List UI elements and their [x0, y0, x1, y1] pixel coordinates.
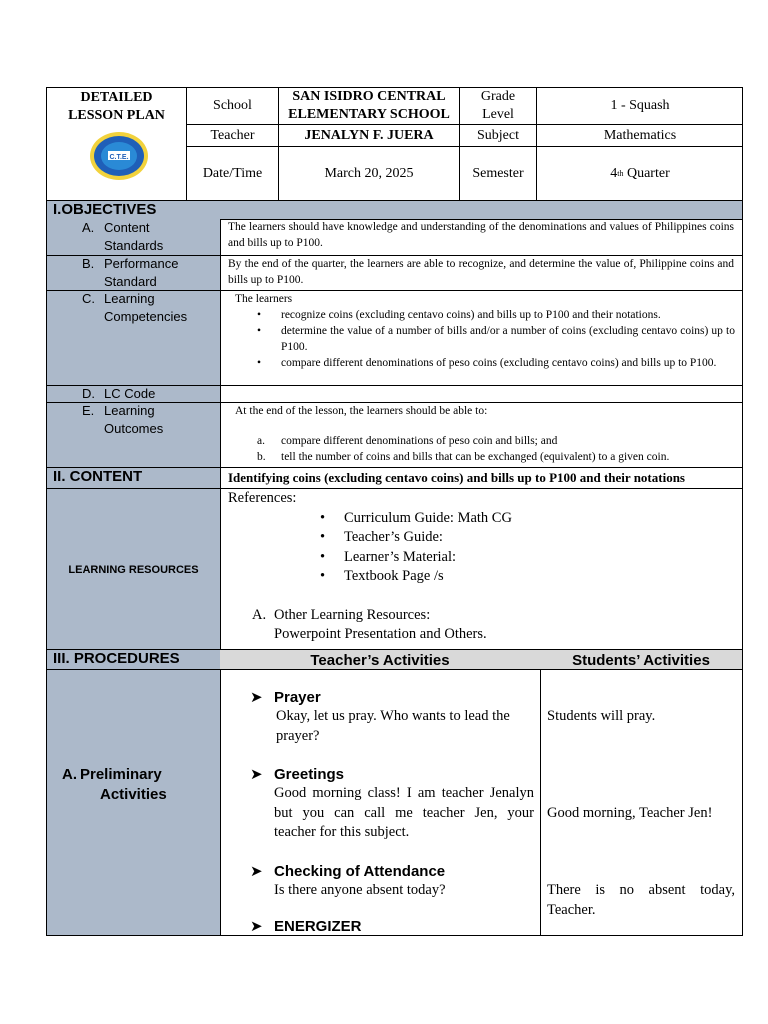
subject-value: Mathematics [603, 127, 677, 143]
date-value: March 20, 2025 [324, 165, 414, 181]
attendance-block [250, 862, 534, 901]
semester-value: 4 th Quarter [610, 165, 670, 181]
school-logo [88, 130, 150, 182]
energizer-block [250, 917, 534, 936]
content-heading: II. CONTENT [46, 468, 221, 488]
attendance-title: Checking of Attendance [274, 863, 446, 880]
content-standards-text: The learners should have knowledge and understanding of the denominations and values of Philippines coins and bills up to P100. [228, 221, 734, 249]
list-item: b. tell the number of coins and bills that can be exchanged (equivalent) to a given coin. [257, 451, 670, 463]
grade-label: Grade Level [480, 89, 516, 122]
school-label: School [213, 98, 252, 113]
references-block [228, 489, 738, 645]
learning-outcomes-intro: At the end of the lesson, the learners should be able to: [235, 405, 488, 417]
school-value: SAN ISIDRO CENTRAL ELEMENTARY SCHOOL [288, 89, 450, 122]
learning-competencies-intro: The learners [235, 293, 293, 305]
greetings-text: Good morning class! I am teacher Jenalyn but you can call me teacher Jen, your teacher for this subject. [274, 785, 534, 840]
learning-outcomes-list [235, 403, 735, 465]
preliminary-activities-label: A. Preliminary Activities [62, 766, 167, 803]
subject-label: Subject [477, 127, 519, 143]
greetings-block [250, 765, 534, 843]
list-item: • Teacher’s Guide: [320, 528, 738, 548]
other-resources: A. Other Learning Resources: Powerpoint Presentation and Others. [252, 606, 487, 642]
list-item: • recognize coins (excluding centavo coins) and bills up to P100 and their notations. [257, 307, 735, 323]
list-item: a. compare different denominations of peso coin and bills; and [257, 435, 558, 447]
procedures-heading: III. PROCEDURES [46, 650, 221, 670]
students-activities-header: Students’ Activities [540, 650, 743, 670]
attendance-text: Is there anyone absent today? [274, 882, 446, 898]
attendance-student: There is no absent today, Teacher. [547, 882, 735, 918]
arrow-bullet-icon: ➤ [250, 863, 263, 880]
lesson-plan-title: DETAILED LESSON PLAN [68, 90, 165, 123]
date-label: Date/Time [202, 165, 263, 181]
greetings-title: Greetings [274, 766, 345, 783]
learning-outcomes-label: E. Learning Outcomes [82, 403, 164, 436]
semester-label: Semester [472, 165, 524, 181]
prayer-title: Prayer [274, 689, 321, 706]
list-item: • compare different denominations of peso coins (excluding centavo coins) and bills up to P100. [257, 355, 735, 371]
content-standards-label: A. Content Standards [82, 220, 164, 253]
energizer-title: ENERGIZER [274, 918, 362, 935]
learning-resources-label: LEARNING RESOURCES [68, 563, 199, 576]
arrow-bullet-icon: ➤ [250, 918, 263, 935]
teacher-value: JENALYN F. JUERA [304, 127, 434, 143]
references-label: References: [228, 490, 297, 506]
list-item: • Textbook Page /s [320, 567, 738, 587]
svg-text:C.T.E.: C.T.E. [109, 154, 129, 161]
arrow-bullet-icon: ➤ [250, 689, 263, 706]
teacher-activities-header: Teacher’s Activities [220, 650, 541, 670]
greetings-student: Good morning, Teacher Jen! [547, 805, 713, 821]
objectives-heading: I.OBJECTIVES [46, 200, 743, 220]
performance-standard-label: B. Performance Standard [82, 256, 179, 289]
teacher-label: Teacher [210, 127, 255, 143]
grade-value: 1 - Squash [610, 98, 670, 113]
prayer-student: Students will pray. [547, 708, 656, 724]
list-item: • Learner’s Material: [320, 548, 738, 568]
list-item: • Curriculum Guide: Math CG [320, 509, 738, 529]
prayer-text: Okay, let us pray. Who wants to lead the prayer? [276, 708, 510, 744]
prayer-block [250, 688, 534, 746]
learning-competencies-label: C. Learning Competencies [82, 291, 188, 324]
learning-competencies-list [235, 291, 735, 371]
lc-code-label: D. LC Code [82, 386, 156, 401]
performance-standard-text: By the end of the quarter, the learners are able to recognize, and determine the value of, Philippine coins and bills up to P100. [228, 258, 734, 286]
list-item: • determine the value of a number of bills and/or a number of coins (excluding centavo coins) up to P100. [257, 323, 735, 355]
arrow-bullet-icon: ➤ [250, 766, 263, 783]
content-text: Identifying coins (excluding centavo coins) and bills up to P100 and their notations [228, 468, 743, 488]
